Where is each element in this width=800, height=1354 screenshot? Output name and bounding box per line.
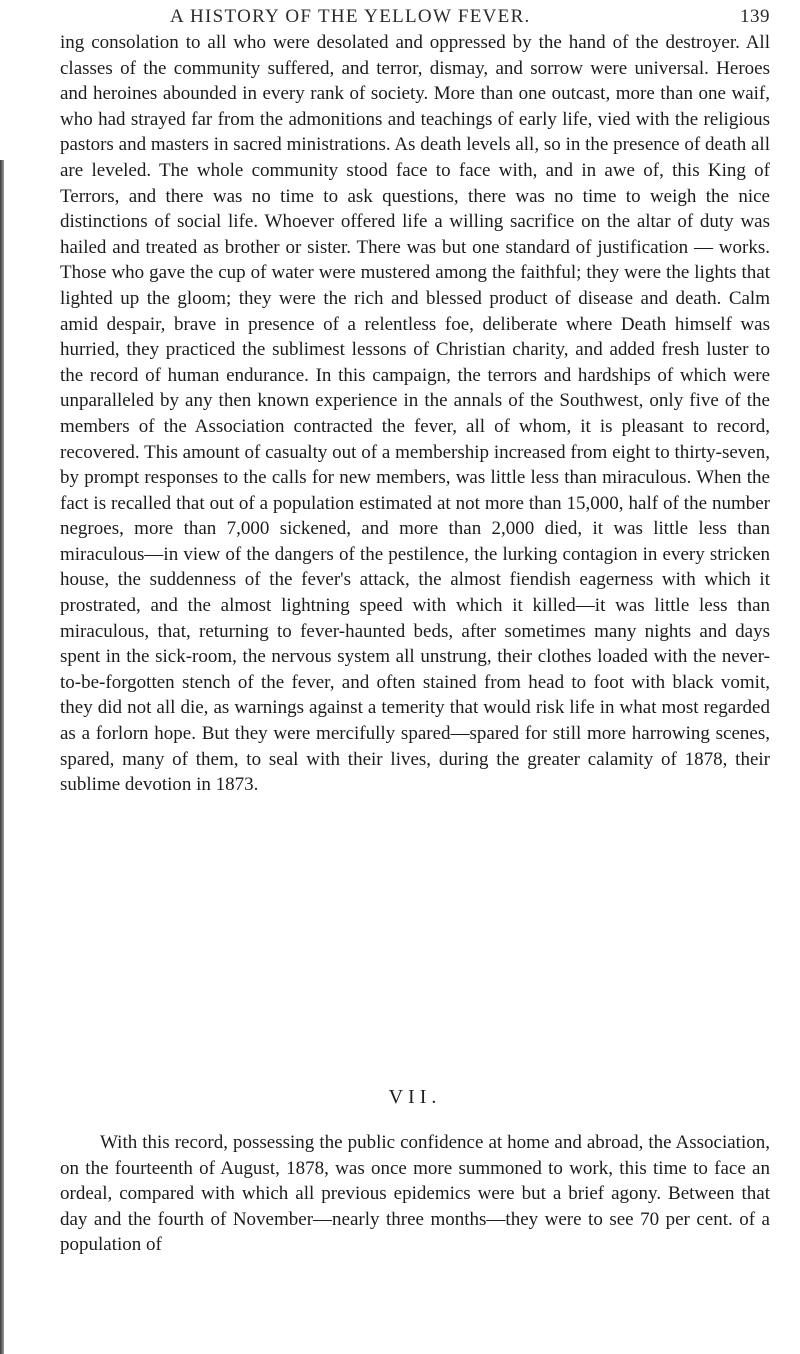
section-heading: VII. <box>388 1086 442 1108</box>
page-number: 139 <box>740 6 770 27</box>
running-title: A HISTORY OF THE YELLOW FEVER. <box>170 6 531 27</box>
page-binding-edge <box>0 160 4 1354</box>
body-paragraph-1: ing consolation to all who were desolated and oppressed by the hand of the destroyer. All classes of the community suffered, and terror, dismay, and sorrow were universal. Heroes and heroines abounded in every rank of society. More than one outcast, more than one waif, who had strayed far from the admonitions and teachings of early life, vied with the religious pastors and masters in sacred ministrations. As death levels all, so in the presence of death all are leveled. The whole community stood face to face with, and in awe of, this King of Terrors, and there was no time to ask questions, there was no time to weigh the nice distinctions of social life. Whoever offered life a willing sacrifice on the altar of duty was hailed and treated as brother or sister. There was but one standard of justification — works. Those who gave the cup of water were mustered among the faithful; they were the lights that lighted up the gloom; they were the rich and blessed product of disease and death. Calm amid despair, brave in presence of a relentless foe, deliberate where Death himself was hurried, they practiced the sublimest lessons of Christian charity, and added fresh luster to the record of human endurance. In this campaign, the terrors and hardships of which were unparalleled by any then known experience in the annals of the Southwest, only five of the members of the Association contracted the fever, all of whom, it is pleasant to record, recovered. This amount of casualty out of a membership increased from eight to thirty-seven, by prompt responses to the calls for new members, was little less than miraculous. When the fact is recalled that out of a population estimated at not more than 15,000, half of the number negroes, more than 7,000 sickened, and more than 2,000 died, it was little less than miraculous—in view of the dangers of the pestilence, the lurking contagion in every stricken house, the suddenness of the fever's attack, the almost fiendish eagerness with which it prostrated, and the almost lightning speed with which it killed—it was little less than miraculous, that, returning to fever-haunted beds, after sometimes many nights and days spent in the sick-room, the nervous system all unstrung, their clothes loaded with the never-to-be-forgotten stench of the fever, and often stained from head to foot with black vomit, they did not all die, as warnings against a temerity that would risk life in what most regarded as a forlorn hope. But they were mercifully spared—spared for still more harrowing scenes, spared, many of them, to seal with their lives, during the greater calamity of 1878, their sublime devotion in 1873. <box>60 32 770 796</box>
running-header <box>170 6 770 32</box>
body-paragraph-2: With this record, possessing the public confidence at home and abroad, the Association, on the fourteenth of August, 1878, was once more summoned to work, this time to face an ordeal, compared with which all previous epidemics were but a brief agony. Between that day and the fourth of November—nearly three months—they were to see 70 per cent. of a population of <box>60 1132 770 1256</box>
